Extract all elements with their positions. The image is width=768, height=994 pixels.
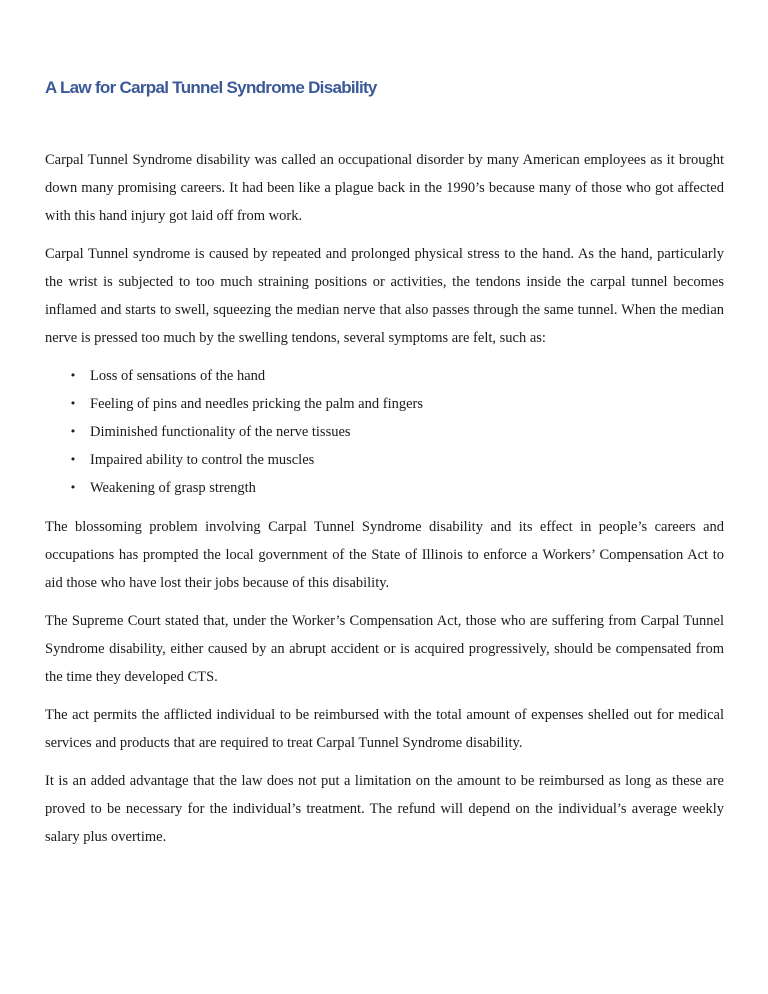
bullet-icon: • [69, 369, 77, 382]
list-item [45, 446, 724, 474]
list-item-text: Diminished functionality of the nerve tissues [90, 424, 351, 440]
paragraph-reimbursement: The act permits the afflicted individual to be reimbursed with the total amount of expenses shelled out for medical services and products that are required to treat Carpal Tunnel Syndrome disability. [45, 707, 724, 751]
list-item-text: Loss of sensations of the hand [90, 368, 266, 384]
paragraph-advantage: It is an added advantage that the law does not put a limitation on the amount to be reimbursed as long as these are proved to be necessary for the individual’s treatment. The refund will depend on the individual’s average weekly salary plus overtime. [45, 773, 724, 845]
list-item [45, 390, 724, 418]
paragraph-supreme-court: The Supreme Court stated that, under the Worker’s Compensation Act, those who are suffering from Carpal Tunnel Syndrome disability, either caused by an abrupt accident or is acquired progressively, should be compensated from the time they developed CTS. [45, 613, 724, 685]
list-item [45, 474, 724, 502]
document-title: A Law for Carpal Tunnel Syndrome Disability [45, 78, 377, 97]
symptom-list [45, 362, 724, 502]
document-body [45, 146, 724, 861]
bullet-icon: • [69, 481, 77, 494]
list-item-text: Feeling of pins and needles pricking the palm and fingers [90, 396, 424, 412]
paragraph-causes: Carpal Tunnel syndrome is caused by repeated and prolonged physical stress to the hand. As the hand, particularly the wrist is subjected to too much straining positions or activities, the tendons inside the carpal tunnel becomes inflamed and starts to swell, squeezing the median nerve that also passes through the same tunnel. When the median nerve is pressed too much by the swelling tendons, several symptoms are felt, such as: [45, 246, 724, 346]
list-item [45, 362, 724, 390]
bullet-icon: • [69, 425, 77, 438]
paragraph-intro: Carpal Tunnel Syndrome disability was called an occupational disorder by many American employees as it brought down many promising careers. It had been like a plague back in the 1990’s because many of those who got affected with this hand injury got laid off from work. [45, 152, 724, 224]
paragraph-illinois-act: The blossoming problem involving Carpal Tunnel Syndrome disability and its effect in people’s careers and occupations has prompted the local government of the State of Illinois to enforce a Workers’ Compensation Act to aid those who have lost their jobs because of this disability. [45, 519, 724, 591]
list-item-text: Weakening of grasp strength [90, 480, 256, 496]
list-item [45, 418, 724, 446]
list-item-text: Impaired ability to control the muscles [90, 452, 315, 468]
bullet-icon: • [69, 453, 77, 466]
bullet-icon: • [69, 397, 77, 410]
